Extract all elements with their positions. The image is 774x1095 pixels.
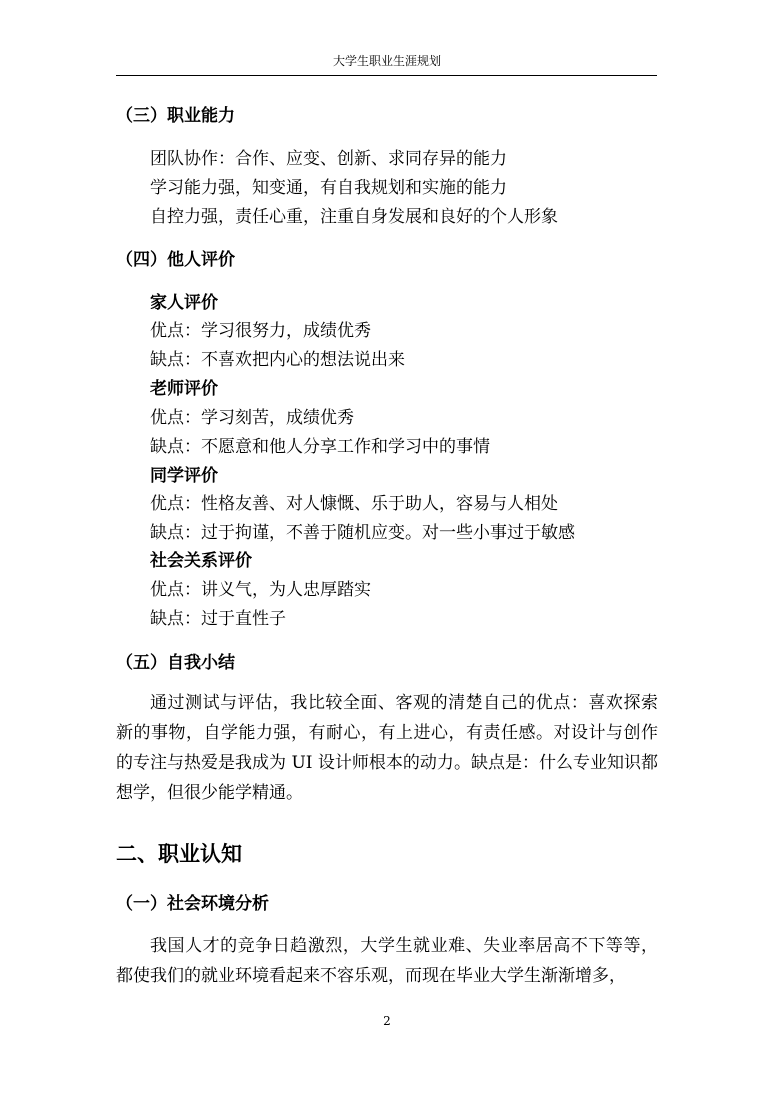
eval-group-teacher-title: 老师评价 (150, 379, 218, 399)
ability-line-2: 学习能力强，知变通，有自我规划和实施的能力 (150, 178, 507, 198)
summary-paragraph: 通过测试与评估，我比较全面、客观的清楚自己的优点：喜欢探索新的事物，自学能力强，有耐心，有上进心，有责任感。对设计与创作的专注与热爱是我成为 UI 设计师根本的动力。缺点是：什么专业知识都想学，但很少能学精通。 (116, 693, 658, 803)
environment-paragraph: 我国人才的竞争日趋激烈，大学生就业难、失业率居高不下等等，都使我们的就业环境看起来不容乐观，而现在毕业大学生渐渐增多， (116, 936, 658, 986)
section-heading-summary: （五）自我小结 (116, 653, 235, 673)
section-heading-environment: （一）社会环境分析 (116, 894, 269, 914)
ability-line-3: 自控力强，责任心重，注重自身发展和良好的个人形象 (150, 207, 558, 227)
eval-group-classmate-title: 同学评价 (150, 466, 218, 486)
eval-social-pros: 优点：讲义气，为人忠厚踏实 (150, 580, 371, 600)
chapter-heading-cognition: 二、职业认知 (116, 842, 242, 866)
eval-family-pros: 优点：学习很努力，成绩优秀 (150, 321, 371, 341)
eval-classmate-cons: 缺点：过于拘谨，不善于随机应变。对一些小事过于敏感 (150, 523, 575, 543)
eval-group-social-title: 社会关系评价 (150, 551, 252, 571)
section-heading-ability: （三）职业能力 (116, 106, 235, 126)
page-number: 2 (383, 1014, 391, 1028)
eval-teacher-cons: 缺点：不愿意和他人分享工作和学习中的事情 (150, 437, 490, 457)
ability-line-1: 团队协作：合作、应变、创新、求同存异的能力 (150, 149, 507, 169)
eval-group-family-title: 家人评价 (150, 293, 218, 313)
section-heading-evaluation: （四）他人评价 (116, 250, 235, 270)
eval-social-cons: 缺点：过于直性子 (150, 609, 286, 629)
eval-classmate-pros: 优点：性格友善、对人慷慨、乐于助人，容易与人相处 (150, 494, 558, 514)
running-header: 大学生职业生涯规划 (332, 54, 441, 68)
eval-teacher-pros: 优点：学习刻苦，成绩优秀 (150, 408, 354, 428)
eval-family-cons: 缺点：不喜欢把内心的想法说出来 (150, 350, 405, 370)
